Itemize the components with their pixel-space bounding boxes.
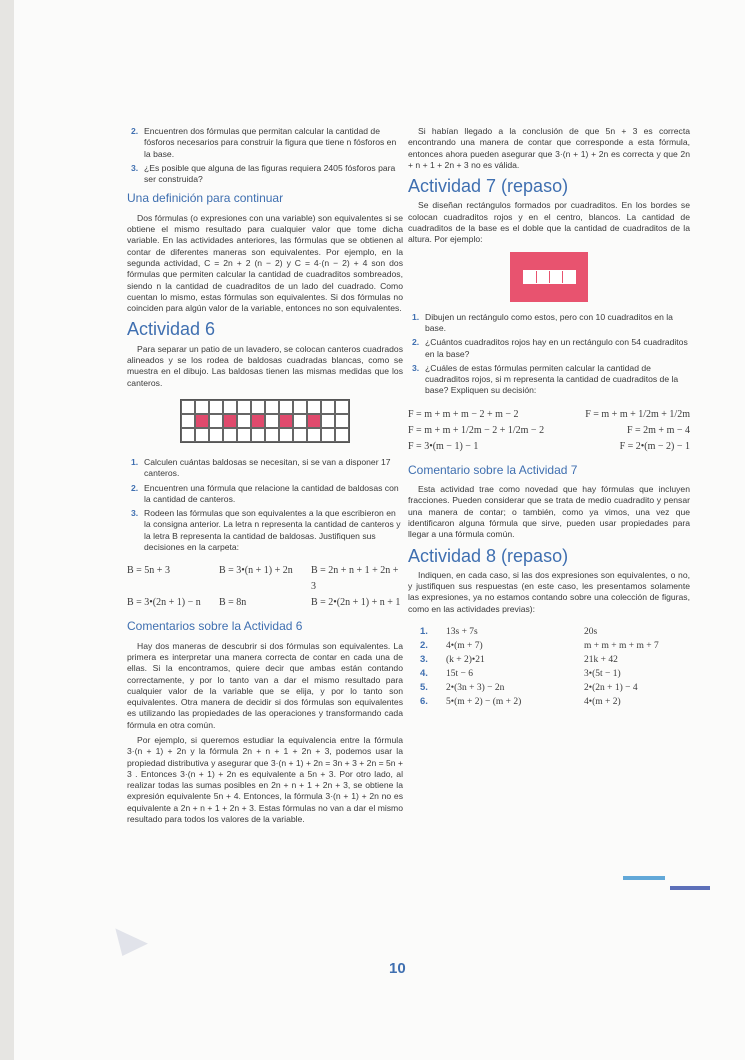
baldosa-tile [181, 400, 195, 414]
baldosa-tile [237, 400, 251, 414]
list-item: 4. 15t − 6 3•(5t − 1) [420, 668, 621, 680]
actividad-6-list [127, 457, 403, 553]
actividad-6-text: Para separar un patio de un lavadero, se colocan canteros cuadrados alineados y se los rodea de baldosas cuadradas blancas, como se muestra en el dibujo. Las baldosas tienen las mismas medidas que los canteros. [127, 343, 403, 388]
formula: B = 8n [219, 597, 247, 609]
formula: F = 2•(m − 2) − 1 [619, 440, 690, 452]
right-top-text: Si habían llegado a la conclusión de que 5n + 3 es correcta encontrando una manera de contar que corresponde a esta fórmula, entonces ahora pueden asegurar que 3·(n + 1) + 2n es correcta y que 2n + n + 1 + 2n + 3 no es válida. [408, 126, 690, 170]
list-item: 3. (k + 2)•21 21k + 42 [420, 654, 618, 666]
baldosa-tile [335, 400, 349, 414]
comentarios-title: Comentarios sobre la Actividad 6 [127, 619, 303, 634]
red-rectangle [510, 252, 588, 302]
definicion-text: Dos fórmulas (o expresiones con una variable) son equivalentes si se obtiene el mismo resultado para cualquier valor que tome dicha variable. En las actividades anteriores, las fórmulas que se obtienen al contar de diferentes maneras son equivalentes. Por ejemplo, en la segunda actividad, C = 2n + 2 (n − 2) y C = 4·(n − 2) + 4 son dos fórmulas que permiten calcular la cantidad de cuadraditos sombreados, siendo n la cantidad de cuadraditos de un lado del cuadrado. Como cuentan lo mismo, estas fórmulas son equivalentes. Si dos fórmulas no coinciden para algún valor de la variable, entonces no son equivalentes. [127, 212, 403, 314]
list-item: 1. Dibujen un rectángulo como estos, pero con 10 cuadraditos en la base. [412, 311, 673, 333]
list-item: 1. 13s + 7s 20s [420, 626, 598, 638]
page [14, 0, 745, 1060]
page-edge [0, 0, 14, 1060]
baldosa-tile [237, 414, 251, 428]
formula: F = 2m + m − 4 [626, 424, 690, 436]
baldosa-tile [209, 428, 223, 442]
baldosa-tile [251, 428, 265, 442]
formula: F = m + m + m − 2 + m − 2 [408, 408, 519, 420]
formula-row [408, 407, 690, 423]
baldosa-tile [265, 400, 279, 414]
baldosa-tile [209, 414, 223, 428]
baldosas-grid [180, 399, 350, 443]
formula: B = 5n + 3 [127, 565, 170, 577]
baldosa-tile [251, 400, 265, 414]
list-item: 3. ¿Cuáles de estas fórmulas permiten calcular la cantidad de cuadraditos rojos, si m representa la cantidad de cuadraditos de la base? Expliquen su decisión: [412, 362, 679, 396]
cantero-tile [279, 414, 293, 428]
cantero-tile [251, 414, 265, 428]
formula: F = m + m + 1/2m − 2 + 1/2m − 2 [408, 424, 545, 436]
formula: B = 3•(n + 1) + 2n [219, 565, 293, 577]
list-item: 3. Rodeen las fórmulas que son equivalentes a la que escribieron en la consigna anterior. La letra n representa la cantidad de canteros y la letra B representa la cantidad de baldosas. Justifiquen sus decisiones en la carpeta: [131, 508, 401, 553]
formula: B = 2n + n + 1 + 2n + 3 [311, 565, 399, 593]
formulas-actividad-7 [408, 407, 690, 455]
baldosa-tile [293, 414, 307, 428]
list-item: 1. Calculen cuántas baldosas se necesitan, si se van a disponer 17 canteros. [131, 456, 391, 479]
white-square [536, 271, 549, 283]
white-square [549, 271, 562, 283]
baldosa-tile [335, 414, 349, 428]
right-column [408, 126, 690, 709]
actividad-8-text: Indiquen, en cada caso, si las dos expresiones son equivalentes, o no, y justifiquen sus respuestas (en este caso, les presentamos solamente las expresiones, ya no estamos contando sobre una colección de figuras, como en las actividades previas): [408, 569, 690, 614]
list-item: 2. 4•(m + 7) m + m + m + m + 7 [420, 640, 659, 652]
baldosa-tile [209, 400, 223, 414]
white-squares [523, 270, 576, 284]
actividad-8-title: Actividad 8 (repaso) [408, 545, 569, 566]
comentario-7-title: Comentario sobre la Actividad 7 [408, 462, 578, 477]
comentario-7-text: Esta actividad trae como novedad que hay fórmulas que incluyen fracciones. Pueden considerar que se trata de medio cuadradito y pensar una manera de contar; o también, como ya vimos, una vez que identificaron alguna fórmula que sirve, pueden usar propiedades para llegar a una fórmula común. [408, 484, 690, 540]
list-item: 2. Encuentren una fórmula que relacione la cantidad de baldosas con la cantidad de canteros. [131, 482, 399, 504]
baldosa-tile [223, 428, 237, 442]
actividad-8-list [408, 625, 690, 709]
scan-shadow [106, 928, 148, 963]
page-number: 10 [389, 960, 406, 977]
baldosa-tile [265, 428, 279, 442]
cantero-tile [223, 414, 237, 428]
white-square [562, 271, 575, 283]
baldosa-tile [195, 400, 209, 414]
comentarios-p2: Por ejemplo, si queremos estudiar la equivalencia entre la fórmula 3·(n + 1) + 2n y la fórmula 2n + n + 1 + 2n + 3, podemos usar la propiedad distributiva y asegurar que 3·(n + 1) + 2n = 3n + 3 + 2n = 5n + 3 . Entonces 3·(n + 1) + 2n es equivalente a 5n + 3. Por otro lado, al realizar todas las sumas posibles en 2n + n + 1 + 2n + 3, se obtiene la expresión equivalente 5n + 4. Entonces, la fórmula 3·(n + 1) + 2n no es equivalente a 2n + n + 1 + 2n + 3. Estas fórmulas no van a dar el mismo resultado para todos los valores de la variable. [127, 734, 403, 825]
baldosa-tile [195, 428, 209, 442]
baldosas-figure [127, 399, 403, 443]
decorative-bar [670, 886, 710, 890]
formula-row [408, 439, 690, 455]
formula-row [127, 595, 403, 611]
formula: F = m + m + 1/2m + 1/2m [585, 408, 690, 420]
list-item: 2. ¿Cuántos cuadraditos rojos hay en un rectángulo con 54 cuadraditos en la base? [412, 337, 688, 359]
baldosa-tile [321, 428, 335, 442]
formula: B = 3•(2n + 1) − n [127, 597, 201, 609]
formula: B = 2•(2n + 1) + n + 1 [311, 597, 401, 609]
actividad-6-title: Actividad 6 [127, 319, 216, 340]
white-square [524, 271, 536, 283]
left-column [127, 126, 403, 829]
baldosa-tile [279, 428, 293, 442]
baldosa-tile [223, 400, 237, 414]
formulas-actividad-6 [127, 563, 403, 611]
baldosa-tile [293, 428, 307, 442]
decorative-bar [623, 876, 665, 880]
formula-row [408, 423, 690, 439]
definicion-title: Una definición para continuar [127, 191, 284, 206]
baldosa-tile [307, 428, 321, 442]
intro-list [127, 126, 403, 185]
baldosa-tile [265, 414, 279, 428]
baldosa-tile [321, 400, 335, 414]
baldosa-tile [307, 400, 321, 414]
baldosa-tile [335, 428, 349, 442]
formula: F = 3•(m − 1) − 1 [408, 440, 479, 452]
cantero-tile [307, 414, 321, 428]
actividad-7-text: Se diseñan rectángulos formados por cuadraditos. En los bordes se colocan cuadraditos rojos y en el centro, blancos. La cantidad de cuadraditos de la base es el doble que la cantidad de cuadraditos de la altura. Por ejemplo: [408, 200, 690, 245]
list-item: 5. 2•(3n + 3) − 2n 2•(2n + 1) − 4 [420, 682, 638, 694]
formula-row [127, 563, 403, 595]
baldosa-tile [321, 414, 335, 428]
comentarios-p1: Hay dos maneras de descubrir si dos fórmulas son equivalentes. La primera es interpretar una manera correcta de contar en cada una de ellas. Si la encontramos, quiere decir que ambas están contando correctamente, y por lo tanto van a dar el mismo resultado para cualquier valor de la variable que se elija, y por lo tanto son equivalentes. Otra manera de decidir si dos fórmulas son equivalentes es utilizando las propiedades de las operaciones y transformando cada fórmula en otra común. [127, 640, 403, 730]
baldosa-tile [181, 414, 195, 428]
actividad-7-title: Actividad 7 (repaso) [408, 176, 569, 197]
baldosa-tile [181, 428, 195, 442]
list-item: 3. ¿Es posible que alguna de las figuras requiera 2405 fósforos para ser construida? [131, 162, 396, 185]
cantero-tile [195, 414, 209, 428]
actividad-7-list [408, 312, 690, 397]
baldosa-tile [237, 428, 251, 442]
rectangle-figure [408, 252, 690, 302]
list-item: 2. Encuentren dos fórmulas que permitan calcular la cantidad de fósforos necesarios para construir la figura que tiene n fósforos en la base. [131, 126, 397, 159]
list-item: 6. 5•(m + 2) − (m + 2) 4•(m + 2) [420, 696, 621, 708]
baldosa-tile [293, 400, 307, 414]
baldosa-tile [279, 400, 293, 414]
